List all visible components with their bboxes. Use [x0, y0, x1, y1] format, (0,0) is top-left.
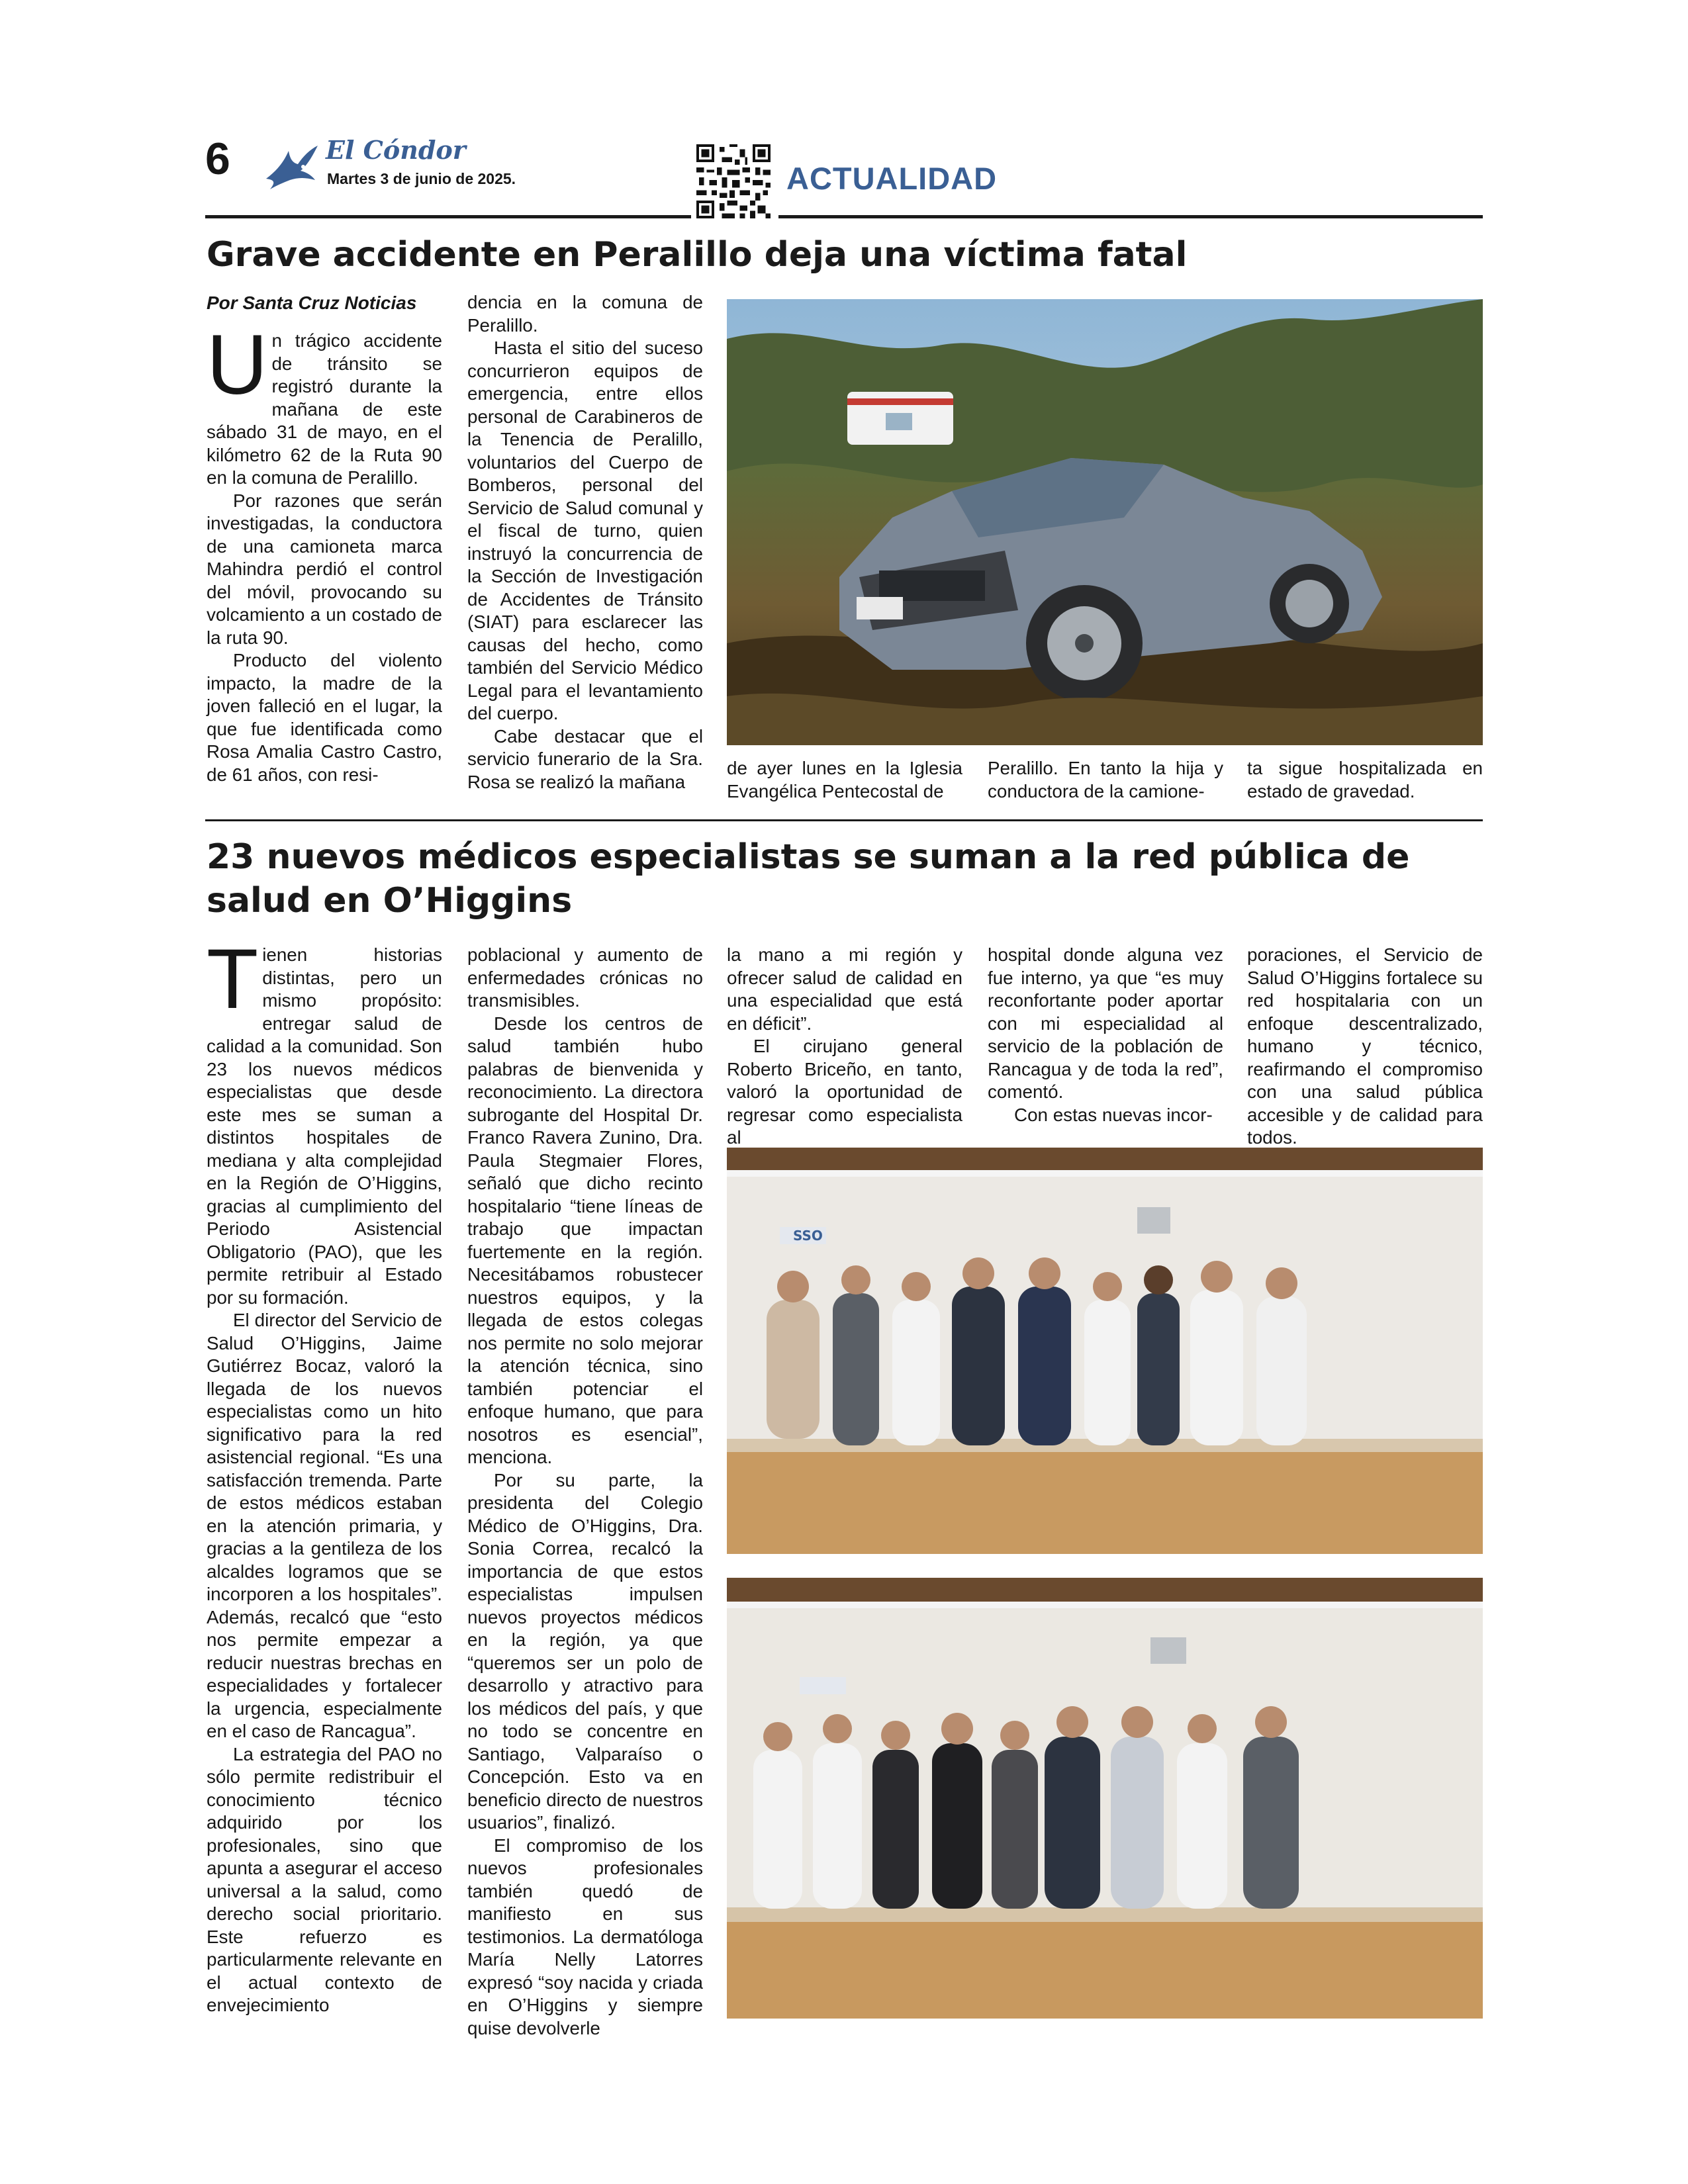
article2-paragraph: El compromiso de los nuevos profesionales también quedó de manifiesto en sus testimonios. La dermatóloga María Nelly Latorres expresó “soy nacida y criada en O’Higgins y siempre quise devolverle — [467, 1835, 703, 2038]
condor-bird-icon — [263, 136, 319, 192]
article2-paragraph: hospital donde alguna vez fue interno, ya que “es muy reconfortante poder aportar con mi especialidad al servicio de la población de Rancagua y de toda la red”, comentó. — [988, 944, 1223, 1102]
article2-paragraph — [207, 932, 442, 1309]
article1-paragraph: ta sigue hospitalizada en estado de gravedad. — [1247, 758, 1483, 801]
article2-column-3 — [727, 944, 962, 1150]
article2-dropcap: T — [207, 932, 259, 1026]
article1-text: n trágico accidente de tránsito se registró durante la mañana de este sábado 31 de mayo, en el kilómetro 62 de la Ruta 90 en la comuna de Peralillo. — [207, 330, 442, 488]
qr-code-icon[interactable] — [696, 144, 771, 218]
doctors-group-photo-1 — [727, 1148, 1483, 1554]
article2-paragraph: El director del Servicio de Salud O’Higgins, Jaime Gutiérrez Bocaz, valoró la llegada de los nuevos especialistas como un hito significativo para la red asistencial regional. “Es una satisfacción tremenda. Parte de estos médicos estaban en la atención primaria, y gracias a la gentileza de los alcaldes logramos que se incorporen a los hospitales”. Además, recalcó que “esto nos permite empezar a reducir nuestras brechas en especialidades y fortalecer la urgencia, especialmente en el caso de Rancagua”. — [207, 1310, 442, 1741]
article1-column-4 — [988, 757, 1223, 803]
article2-text: ienen historias distintas, pero un mismo propósito: entregar salud de calidad a la comunidad. Son 23 los nuevos médicos especialistas que desde este mes se suman a distintos hospitales de mediana y alta complejidad en la Región de O’Higgins, gracias al cumplimiento del Periodo Asistencial Obligatorio (PAO), que les permite retribuir al Estado por su formación. — [207, 944, 442, 1308]
article1-paragraph: de ayer lunes en la Iglesia Evangélica Pentecostal de — [727, 758, 962, 801]
article1-paragraph: dencia en la comuna de Peralillo. — [467, 292, 703, 336]
doctors-group-photo-2 — [727, 1578, 1483, 2019]
article1-paragraph: Peralillo. En tanto la hija y conductora de la camione- — [988, 758, 1223, 801]
article1-dropcap: U — [207, 318, 268, 412]
article2-paragraph: Por su parte, la presidenta del Colegio Médico de O’Higgins, Dra. Sonia Correa, recalcó la importancia de que estos especialistas impulsen nuevos proyectos médicos en la región, ya que “queremos ser un polo de desarrollo y atractivo para los médicos del país, y que no todo se concentre en Santiago, Valparaíso o Concepción. Esto va en beneficio directo de nuestros usuarios”, finalizó. — [467, 1469, 703, 1833]
page-number: 6 — [205, 134, 230, 184]
article1-column-5 — [1247, 757, 1483, 803]
article1-paragraph — [207, 318, 442, 490]
article2-column-2 — [467, 944, 703, 2040]
header-rule-left — [205, 215, 691, 218]
newspaper-brand: El Cóndor — [326, 135, 466, 165]
article2-paragraph: El cirujano general Roberto Briceño, en tanto, valoró la oportunidad de regresar como especialista al — [727, 1036, 962, 1148]
article2-paragraph: La estrategia del PAO no sólo permite redistribuir el conocimiento técnico adquirido por los profesionales, sino que apunta a asegurar el acceso universal a la salud, como derecho social prioritario. Este refuerzo es particularmente relevante en el actual contexto de envejecimiento — [207, 1743, 442, 2015]
article2-paragraph: Desde los centros de salud también hubo palabras de bienvenida y reconocimiento. La directora subrogante del Hospital Dr. Franco Ravera Zunino, Dra. Paula Stegmaier Flores, señaló que dicho recinto hospitalario “tiene líneas de trabajo que impactan fuertemente en la región. Necesitábamos robustecer nuestros equipos, y la llegada de estos colegas nos permite no solo mejorar la atención técnica, sino también potenciar el enfoque humano, que para nosotros es esencial”, menciona. — [467, 1013, 703, 1467]
article1-column-1 — [207, 290, 442, 786]
article1-paragraph: Cabe destacar que el servicio funerario de la Sra. Rosa se realizó la mañana — [467, 725, 703, 792]
article1-byline: Por Santa Cruz Noticias — [207, 293, 417, 313]
accident-photo — [727, 299, 1483, 745]
article-divider — [205, 819, 1483, 821]
article1-paragraph: Producto del violento impacto, la madre de la joven falleció en el lugar, la que fue identificada como Rosa Amalia Castro Castro, de 61 años, con resi- — [207, 650, 442, 785]
article1-column-2 — [467, 291, 703, 794]
article2-column-1 — [207, 932, 442, 2017]
article2-paragraph: poblacional y aumento de enfermedades crónicas no transmisibles. — [467, 944, 703, 1011]
article2-paragraph: poraciones, el Servicio de Salud O’Higgins fortalece su red hospitalaria con un enfoque descentralizado, humano y técnico, reafirmando el compromiso con una salud pública accesible y de calidad para todos. — [1247, 944, 1483, 1148]
article2-paragraph: Con estas nuevas incor- — [1014, 1104, 1213, 1125]
article1-paragraph: Por razones que serán investigadas, la conductora de una camioneta marca Mahindra perdió el control del móvil, provocando su volcamiento a un costado de la ruta 90. — [207, 490, 442, 648]
article1-paragraph: Hasta el sitio del suceso concurrieron equipos de emergencia, entre ellos personal de Carabineros de la Tenencia de Peralillo, voluntarios del Cuerpo de Bomberos, personal del Servicio de Salud comunal y el fiscal de turno, quien instruyó la concurrencia de la Sección de Investigación de Accidentes de Tránsito (SIAT) para esclarecer las causas del hecho, como también del Servicio Médico Legal para el levantamiento del cuerpo. — [467, 338, 703, 723]
photo-sign: SSO — [793, 1228, 823, 1244]
header-rule-right — [778, 215, 1483, 218]
article2-paragraph: la mano a mi región y ofrecer salud de calidad en una especialidad que está en déficit”. — [727, 944, 962, 1034]
article2-column-5 — [1247, 944, 1483, 1150]
article1-column-3 — [727, 757, 962, 803]
issue-date: Martes 3 de junio de 2025. — [327, 170, 516, 187]
section-label: ACTUALIDAD — [786, 161, 998, 196]
article2-column-4 — [988, 944, 1223, 1126]
article1-headline: Grave accidente en Peralillo deja una víctima fatal — [207, 235, 1188, 275]
article2-headline: 23 nuevos médicos especialistas se suman a la red pública de salud en O’Higgins — [207, 837, 1410, 921]
